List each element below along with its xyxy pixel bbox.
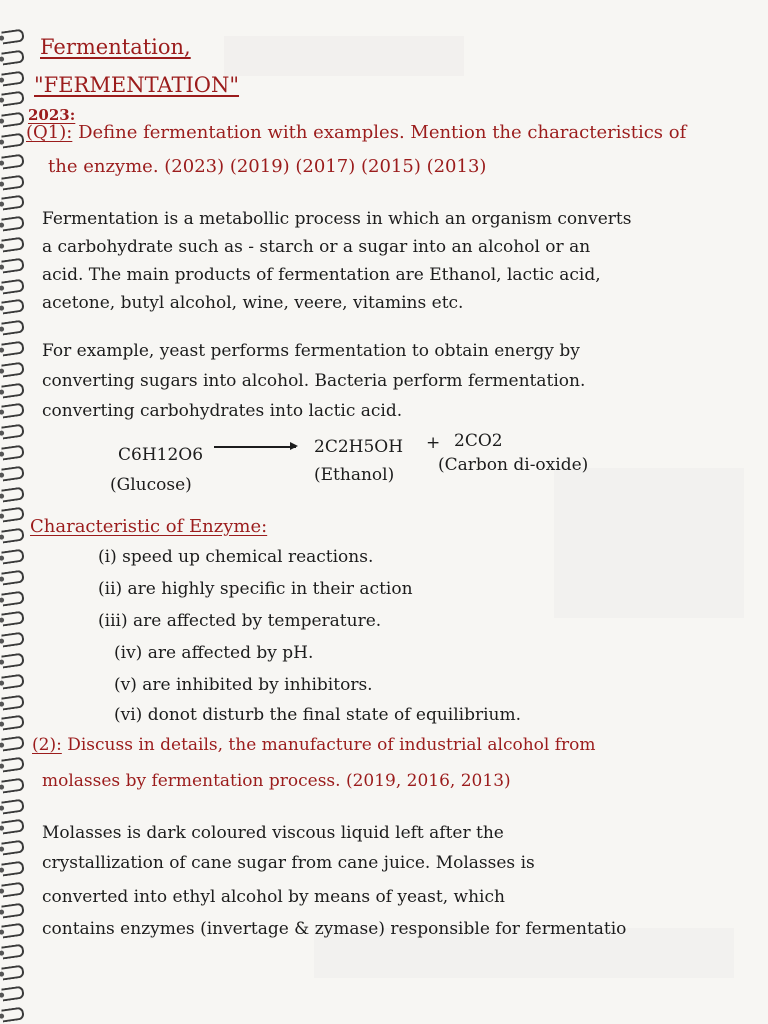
example-line: converting sugars into alcohol. Bacteria perform fermentation. <box>42 371 586 391</box>
definition-line: acid. The main products of fermentation are Ethanol, lactic acid, <box>42 265 601 285</box>
list-item: (iii) are affected by temperature. <box>98 611 382 631</box>
binding-ring <box>1 174 25 190</box>
binding-ring <box>1 382 25 398</box>
binding-ring <box>1 757 25 773</box>
binding-ring <box>1 736 25 752</box>
binding-ring <box>1 465 25 481</box>
binding-ring <box>1 112 25 128</box>
binding-ring <box>1 403 25 419</box>
binding-ring <box>1 944 25 960</box>
question-text: Discuss in details, the manufacture of industrial alcohol from <box>67 735 596 755</box>
reactant-formula: C6H12O6 <box>118 445 204 465</box>
answer-line: Molasses is dark coloured viscous liquid left after the <box>42 823 504 843</box>
page-subtitle: "FERMENTATION" <box>34 73 240 97</box>
binding-ring <box>1 341 25 357</box>
binding-ring <box>1 861 25 877</box>
binding-ring <box>1 91 25 107</box>
binding-ring <box>1 819 25 835</box>
answer-line: crystallization of cane sugar from cane juice. Molasses is <box>42 853 535 873</box>
binding-ring <box>1 507 25 523</box>
product2-label: (Carbon di-oxide) <box>438 455 589 475</box>
binding-ring <box>1 133 25 149</box>
binding-ring <box>1 923 25 939</box>
binding-ring <box>1 237 25 253</box>
binding-ring <box>1 486 25 502</box>
binding-ring <box>1 881 25 897</box>
list-item: (v) are inhibited by inhibitors. <box>114 675 373 695</box>
binding-ring <box>1 611 25 627</box>
binding-ring <box>1 528 25 544</box>
question-number: (Q1): <box>26 122 73 143</box>
reactant-label: (Glucose) <box>110 475 192 495</box>
answer-line: converted into ethyl alcohol by means of yeast, which <box>42 887 505 907</box>
binding-ring <box>1 195 25 211</box>
binding-ring <box>1 361 25 377</box>
binding-ring <box>1 257 25 273</box>
binding-ring <box>1 278 25 294</box>
binding-ring <box>1 694 25 710</box>
product1-label: (Ethanol) <box>314 465 395 485</box>
example-line: converting carbohydrates into lactic acid. <box>42 401 403 421</box>
definition-line: a carbohydrate such as - starch or a sugar into an alcohol or an <box>42 237 591 257</box>
question-text-cont: the enzyme. (2023) (2019) (2017) (2015) (2013) <box>48 156 487 177</box>
binding-ring <box>1 153 25 169</box>
list-item: (i) speed up chemical reactions. <box>98 547 374 567</box>
notebook-page <box>26 28 759 1018</box>
question-text: Define fermentation with examples. Mention the characteristics of <box>78 122 687 143</box>
binding-ring <box>1 424 25 440</box>
question-text-cont: molasses by fermentation process. (2019, 2016, 2013) <box>42 771 511 791</box>
binding-ring <box>1 445 25 461</box>
list-item: (vi) donot disturb the final state of equilibrium. <box>114 705 522 725</box>
binding-ring <box>1 299 25 315</box>
answer-line: contains enzymes (invertage & zymase) responsible for fermentatio <box>42 919 627 939</box>
section-heading: Characteristic of Enzyme: <box>30 516 268 537</box>
binding-ring <box>1 1006 25 1022</box>
binding-ring <box>1 985 25 1001</box>
binding-ring <box>1 569 25 585</box>
spiral-binding <box>0 0 28 1024</box>
list-item: (iv) are affected by pH. <box>114 643 314 663</box>
binding-ring <box>1 965 25 981</box>
binding-ring <box>1 632 25 648</box>
binding-ring <box>1 320 25 336</box>
binding-ring <box>1 798 25 814</box>
binding-ring <box>1 549 25 565</box>
q1-heading <box>26 120 686 146</box>
binding-ring <box>1 715 25 731</box>
binding-ring <box>1 673 25 689</box>
binding-ring <box>1 216 25 232</box>
reaction-arrow <box>214 446 296 448</box>
question-number: (2): <box>32 735 62 755</box>
binding-ring <box>1 840 25 856</box>
binding-ring <box>1 70 25 86</box>
bleed-through-shadow <box>224 36 464 76</box>
binding-ring <box>1 29 25 45</box>
list-item: (ii) are highly specific in their action <box>98 579 413 599</box>
binding-ring <box>1 49 25 65</box>
binding-ring <box>1 902 25 918</box>
binding-ring <box>1 777 25 793</box>
definition-line: acetone, butyl alcohol, wine, veere, vitamins etc. <box>42 293 464 313</box>
product1-formula: 2C2H5OH <box>314 437 404 457</box>
definition-line: Fermentation is a metabollic process in which an organism converts <box>42 209 632 229</box>
binding-ring <box>1 653 25 669</box>
year-label: 2023: <box>28 106 76 124</box>
bleed-through-shadow <box>554 468 744 618</box>
page-title: Fermentation, <box>40 35 191 59</box>
plus-sign: + <box>426 433 441 453</box>
product2-formula: 2CO2 <box>454 431 503 451</box>
example-line: For example, yeast performs fermentation to obtain energy by <box>42 341 580 361</box>
q2-heading <box>32 732 596 758</box>
binding-ring <box>1 590 25 606</box>
